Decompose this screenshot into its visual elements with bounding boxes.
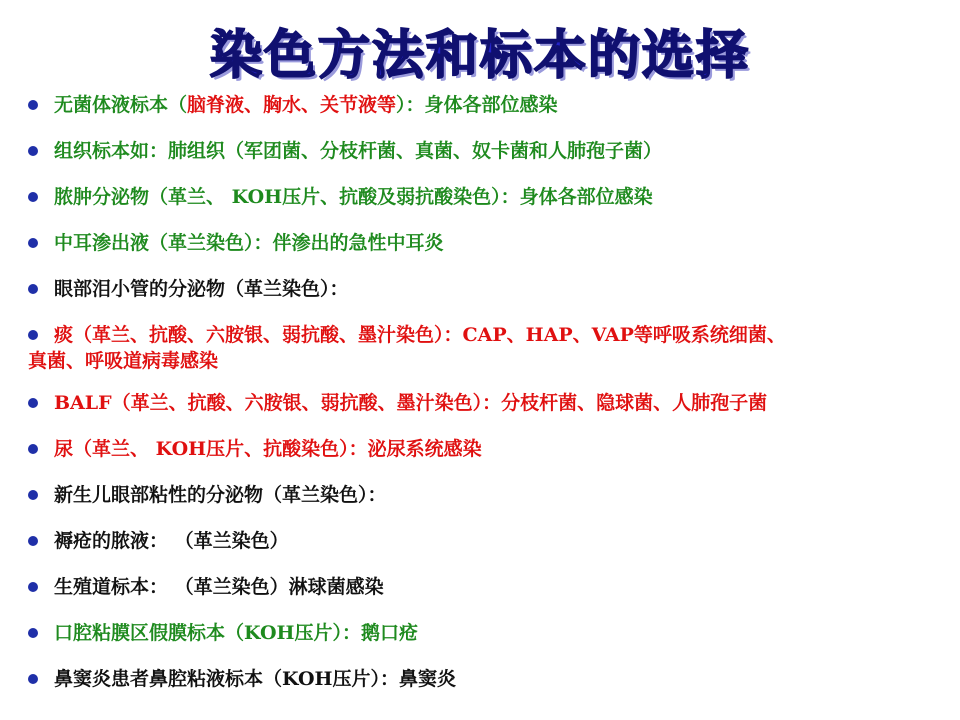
item-text: 中耳渗出液（革兰染色）：伴渗出的急性中耳炎 <box>54 232 444 254</box>
item-text: BALF（革兰、抗酸、六胺银、弱抗酸、墨汁染色）：分枝杆菌、隐球菌、人肺孢子菌 <box>54 392 768 414</box>
item-text: 痰（革兰、抗酸、六胺银、弱抗酸、墨汁染色）：CAP、HAP、VAP等呼吸系统细菌、 <box>54 324 786 346</box>
bullet-dot-icon <box>28 398 38 408</box>
list-item <box>28 436 948 462</box>
bullet-dot-icon <box>28 582 38 592</box>
item-text: 脓肿分泌物（革兰、 KOH压片、抗酸及弱抗酸染色）：身体各部位感染 <box>54 186 653 208</box>
item-highlight-text: 脑脊液、胸水、关节液等 <box>187 94 397 116</box>
bullet-dot-icon <box>28 490 38 500</box>
bullet-dot-icon <box>28 100 38 110</box>
bullet-dot-icon <box>28 674 38 684</box>
bullet-dot-icon <box>28 628 38 638</box>
bullet-dot-icon <box>28 192 38 202</box>
bullet-dot-icon <box>28 330 38 340</box>
item-text: 生殖道标本： （革兰染色）淋球菌感染 <box>54 576 384 598</box>
item-text: 口腔粘膜区假膜标本（KOH压片）：鹅口疮 <box>54 622 419 644</box>
item-text: 新生儿眼部粘性的分泌物（革兰染色）： <box>54 484 387 506</box>
bullet-dot-icon <box>28 146 38 156</box>
list-item <box>28 184 948 210</box>
list-item <box>28 230 948 256</box>
bullet-dot-icon <box>28 536 38 546</box>
bullet-dot-icon <box>28 238 38 248</box>
list-item <box>28 620 948 646</box>
item-text: ）：身体各部位感染 <box>396 94 558 116</box>
item-text: 鼻窦炎患者鼻腔粘液标本（KOH压片）：鼻窦炎 <box>54 668 457 690</box>
list-item <box>28 390 948 416</box>
bullet-dot-icon <box>28 444 38 454</box>
item-text: 眼部泪小管的分泌物（革兰染色）： <box>54 278 349 300</box>
item-continuation-text: 真菌、呼吸道病毒感染 <box>28 350 219 372</box>
item-text: 尿（革兰、 KOH压片、抗酸染色）：泌尿系统感染 <box>54 438 482 460</box>
list-item <box>28 92 948 118</box>
item-text: 褥疮的脓液： （革兰染色） <box>54 530 289 552</box>
list-item <box>28 138 948 164</box>
list-item <box>28 482 948 508</box>
bullet-dot-icon <box>28 284 38 294</box>
specimen-list <box>28 92 948 712</box>
list-item <box>28 528 948 554</box>
list-item <box>28 574 948 600</box>
page-title: 染色方法和标本的选择 <box>209 26 750 86</box>
list-item <box>28 322 948 374</box>
item-text: 组织标本如：肺组织（军团菌、分枝杆菌、真菌、奴卡菌和人肺孢子菌） <box>54 140 663 162</box>
item-text: 无菌体液标本（ <box>54 94 188 116</box>
list-item <box>28 666 948 692</box>
list-item <box>28 276 948 302</box>
